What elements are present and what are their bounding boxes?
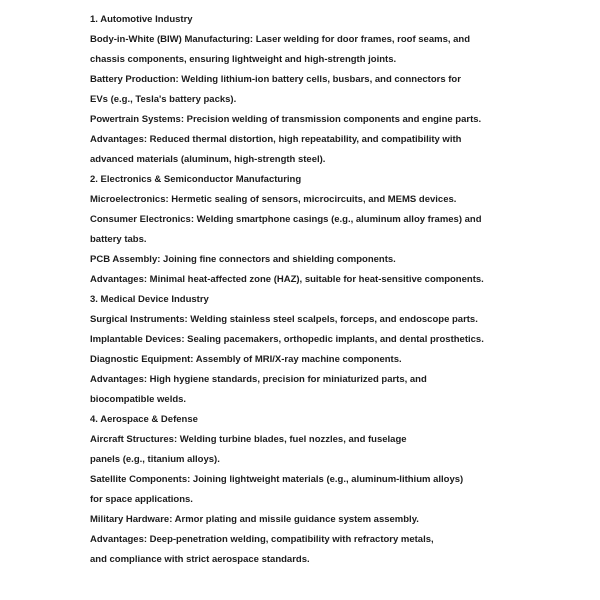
document-line: Advantages: Deep-penetration welding, compatibility with refractory metals,	[90, 534, 434, 545]
document-line: battery tabs.	[90, 234, 147, 245]
document-line: and compliance with strict aerospace standards.	[90, 554, 310, 565]
document-line: Body-in-White (BIW) Manufacturing: Laser welding for door frames, roof seams, and	[90, 34, 471, 45]
document-line: panels (e.g., titanium alloys).	[90, 454, 220, 465]
document-line: Advantages: High hygiene standards, precision for miniaturized parts, and	[90, 374, 427, 385]
document-line: 2. Electronics & Semiconductor Manufacturing	[90, 174, 302, 185]
document-line: Military Hardware: Armor plating and missile guidance system assembly.	[90, 514, 419, 525]
document-line: PCB Assembly: Joining fine connectors and shielding components.	[90, 254, 396, 265]
document-line: 1. Automotive Industry	[90, 14, 193, 25]
document-line: 3. Medical Device Industry	[90, 294, 209, 305]
document-line: Battery Production: Welding lithium-ion battery cells, busbars, and connectors for	[90, 74, 461, 85]
document-body	[90, 10, 560, 570]
document-line: for space applications.	[90, 494, 193, 505]
document-line: Implantable Devices: Sealing pacemakers, orthopedic implants, and dental prosthetics.	[90, 334, 484, 345]
document-line: Advantages: Minimal heat-affected zone (HAZ), suitable for heat-sensitive components.	[90, 274, 484, 285]
document-line: Microelectronics: Hermetic sealing of sensors, microcircuits, and MEMS devices.	[90, 194, 457, 205]
document-line: advanced materials (aluminum, high-strength steel).	[90, 154, 326, 165]
document-line: EVs (e.g., Tesla's battery packs).	[90, 94, 237, 105]
document-line: Surgical Instruments: Welding stainless steel scalpels, forceps, and endoscope parts.	[90, 314, 478, 325]
document-line: Advantages: Reduced thermal distortion, high repeatability, and compatibility with	[90, 134, 462, 145]
document-line: Aircraft Structures: Welding turbine blades, fuel nozzles, and fuselage	[90, 434, 407, 445]
document-line: Diagnostic Equipment: Assembly of MRI/X-ray machine components.	[90, 354, 402, 365]
document-line: Consumer Electronics: Welding smartphone casings (e.g., aluminum alloy frames) and	[90, 214, 482, 225]
document-line: Satellite Components: Joining lightweight materials (e.g., aluminum-lithium alloys)	[90, 474, 464, 485]
document-line: 4. Aerospace & Defense	[90, 414, 198, 425]
document-line: biocompatible welds.	[90, 394, 187, 405]
document-line: Powertrain Systems: Precision welding of transmission components and engine parts.	[90, 114, 482, 125]
document-line: chassis components, ensuring lightweight and high-strength joints.	[90, 54, 397, 65]
